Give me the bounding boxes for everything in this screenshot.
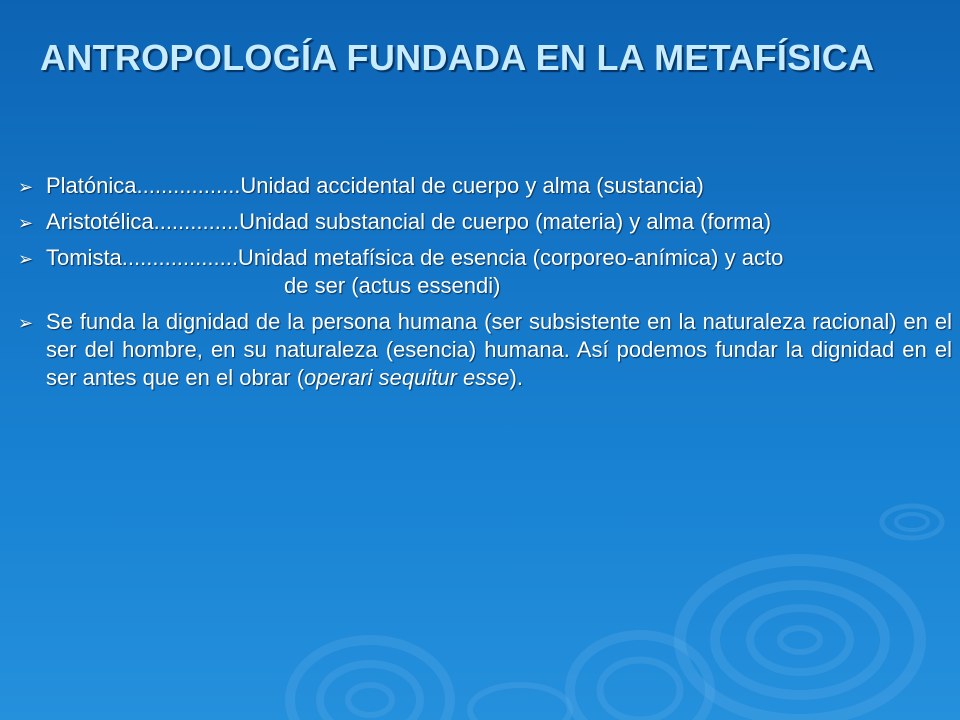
bullet-text: Aristotélica..............Unidad substancial de cuerpo (materia) y alma (forma) <box>46 209 772 234</box>
bullet-text-line2: de ser (actus essendi) <box>284 273 501 298</box>
bullet-text-line1: Tomista...................Unidad metafísica de esencia (corporeo-anímica) y acto <box>46 245 784 270</box>
bullet-text: Platónica.................Unidad accidental de cuerpo y alma (sustancia) <box>46 173 704 198</box>
bullet-dignidad <box>18 308 952 392</box>
arrow-bullet-icon: ➢ <box>18 177 34 197</box>
bullet-aristotelica <box>18 208 952 236</box>
latin-phrase: operari sequitur esse <box>304 365 510 390</box>
bullet-text-end: ). <box>509 365 523 390</box>
bullet-tomista <box>18 244 952 300</box>
slide-title: ANTROPOLOGÍA FUNDADA EN LA METAFÍSICA <box>40 37 875 78</box>
arrow-bullet-icon: ➢ <box>18 313 34 333</box>
bullet-text: Se funda la dignidad de la persona humana (ser subsistente en la naturaleza racional) en el ser del hombre, en su naturaleza (esencia) humana. Así podemos fundar la dignidad en el ser antes que en el obrar ( <box>46 309 952 390</box>
arrow-bullet-icon: ➢ <box>18 213 34 233</box>
arrow-bullet-icon: ➢ <box>18 249 34 269</box>
bullet-platonica <box>18 172 952 200</box>
bullet-list <box>18 172 952 400</box>
